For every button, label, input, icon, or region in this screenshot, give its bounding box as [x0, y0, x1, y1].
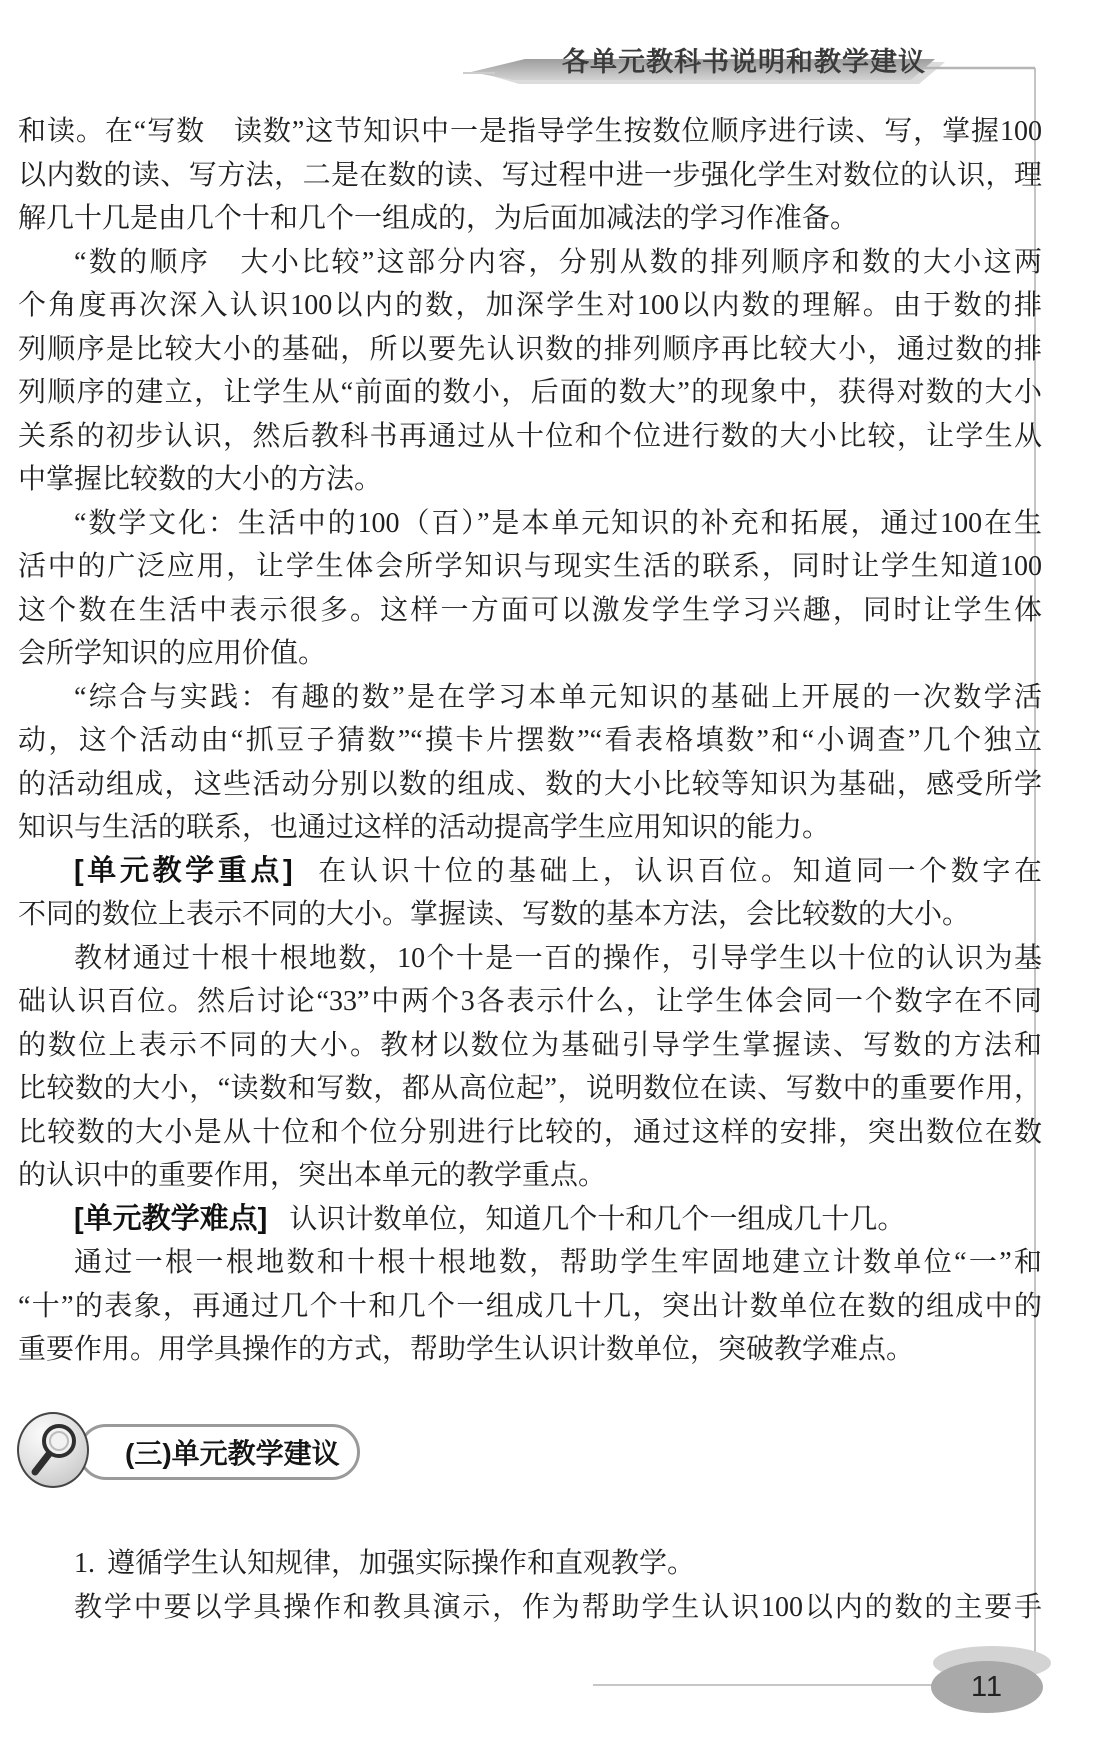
body-line: 的数位上表示不同的大小。教材以数位为基础引导学生掌握读、写数的方法和	[18, 1029, 1042, 1061]
body-text	[18, 110, 1042, 1372]
page-header-title: 各单元教科书说明和教学建议	[562, 47, 926, 77]
body-line: 重要作用。用学具操作的方式，帮助学生认识计数单位，突破教学难点。	[18, 1334, 915, 1365]
suggestion-item-number: 1.	[74, 1548, 95, 1579]
body-line: 动，这个活动由“抓豆子猜数”“摸卡片摆数”“看表格填数”和“小调查”几个独立	[18, 725, 1042, 756]
unit-difficult-points-label: [单元教学难点]	[74, 1202, 268, 1235]
magnifier-icon	[19, 1414, 87, 1486]
body-line: 解几十几是由几个十和几个一组成的，为后面加减法的学习作准备。	[18, 203, 859, 234]
body-line: 教材通过十根十根地数，10个十是一百的操作，引导学生以十位的认识为基	[74, 942, 1042, 974]
body-line: 会所学知识的应用价值。	[18, 638, 327, 669]
body-line	[18, 1198, 1042, 1242]
suggestions-block	[18, 1542, 1042, 1629]
body-line: “数学文化：生活中的100（百）”是本单元知识的补充和拓展，通过100在生	[74, 507, 1042, 539]
page-number-ellipse	[931, 1661, 1043, 1713]
body-line: 和读。在“写数 读数”这节知识中一是指导学生按数位顺序进行读、写，掌握100	[18, 116, 1042, 147]
body-line: “综合与实践：有趣的数”是在学习本单元知识的基础上开展的一次数学活	[74, 681, 1042, 713]
body-line: 的认识中的重要作用，突出本单元的教学重点。	[18, 1160, 607, 1191]
body-line: 比较数的大小是从十位和个位分别进行比较的，通过这样的安排，突出数位在数	[18, 1116, 1042, 1148]
body-line: 教学中要以学具操作和教具演示，作为帮助学生认识100以内的数的主要手	[74, 1591, 1042, 1623]
magnifier-badge	[17, 1412, 89, 1488]
body-line: 关系的初步认识，然后教科书再通过从十位和个位进行数的大小比较，让学生从	[18, 420, 1042, 452]
body-line: 础认识百位。然后讨论“33”中两个3各表示什么，让学生体会同一个数字在不同	[18, 986, 1042, 1017]
body-line: 列顺序是比较大小的基础，所以要先认识数的排列顺序再比较大小，通过数的排	[18, 333, 1042, 365]
body-line	[18, 850, 1042, 894]
suggestion-item	[18, 1542, 1042, 1586]
footer-line	[593, 1684, 935, 1686]
body-line: “数的顺序 大小比较”这部分内容，分别从数的排列顺序和数的大小这两	[74, 246, 1042, 278]
body-line: 以内数的读、写方法，二是在数的读、写过程中进一步强化学生对数位的认识，理	[18, 159, 1042, 191]
body-line: 这个数在生活中表示很多。这样一方面可以激发学生学习兴趣，同时让学生体	[18, 594, 1042, 626]
body-line: 通过一根一根地数和十根十根地数，帮助学生牢固地建立计数单位“一”和	[74, 1247, 1042, 1278]
body-line-text: 认识计数单位，知道几个十和几个一组成几十几。	[289, 1203, 906, 1235]
body-line: 活中的广泛应用，让学生体会所学知识与现实生活的联系，同时让学生知道100	[18, 551, 1042, 582]
unit-key-points-label: [单元教学重点]	[74, 854, 293, 887]
body-line: 列顺序的建立，让学生从“前面的数小，后面的数大”的现象中，获得对数的大小	[18, 377, 1042, 408]
body-line-text: 在认识十位的基础上，认识百位。知道同一个数字在	[314, 855, 1042, 887]
section-title: (三)单元教学建议	[125, 1438, 340, 1469]
body-line: 的活动组成，这些活动分别以数的组成、数的大小比较等知识为基础，感受所学	[18, 768, 1042, 800]
body-line: “十”的表象，再通过几个十和几个一组成几十几，突出计数单位在数的组成中的	[18, 1290, 1042, 1322]
body-line: 个角度再次深入认识100以内的数，加深学生对100以内数的理解。由于数的排	[18, 290, 1042, 321]
body-line: 不同的数位上表示不同的大小。掌握读、写数的基本方法，会比较数的大小。	[18, 899, 971, 930]
body-line: 比较数的大小，“读数和写数，都从高位起”，说明数位在读、写数中的重要作用，	[18, 1073, 1042, 1104]
section-badge	[78, 1424, 360, 1480]
page-number: 11	[970, 1670, 1004, 1703]
body-line: 中掌握比较数的大小的方法。	[18, 464, 383, 495]
suggestion-item-text: 遵循学生认知规律，加强实际操作和直观教学。	[107, 1548, 696, 1579]
body-line: 知识与生活的联系，也通过这样的活动提高学生应用知识的能力。	[18, 812, 831, 843]
